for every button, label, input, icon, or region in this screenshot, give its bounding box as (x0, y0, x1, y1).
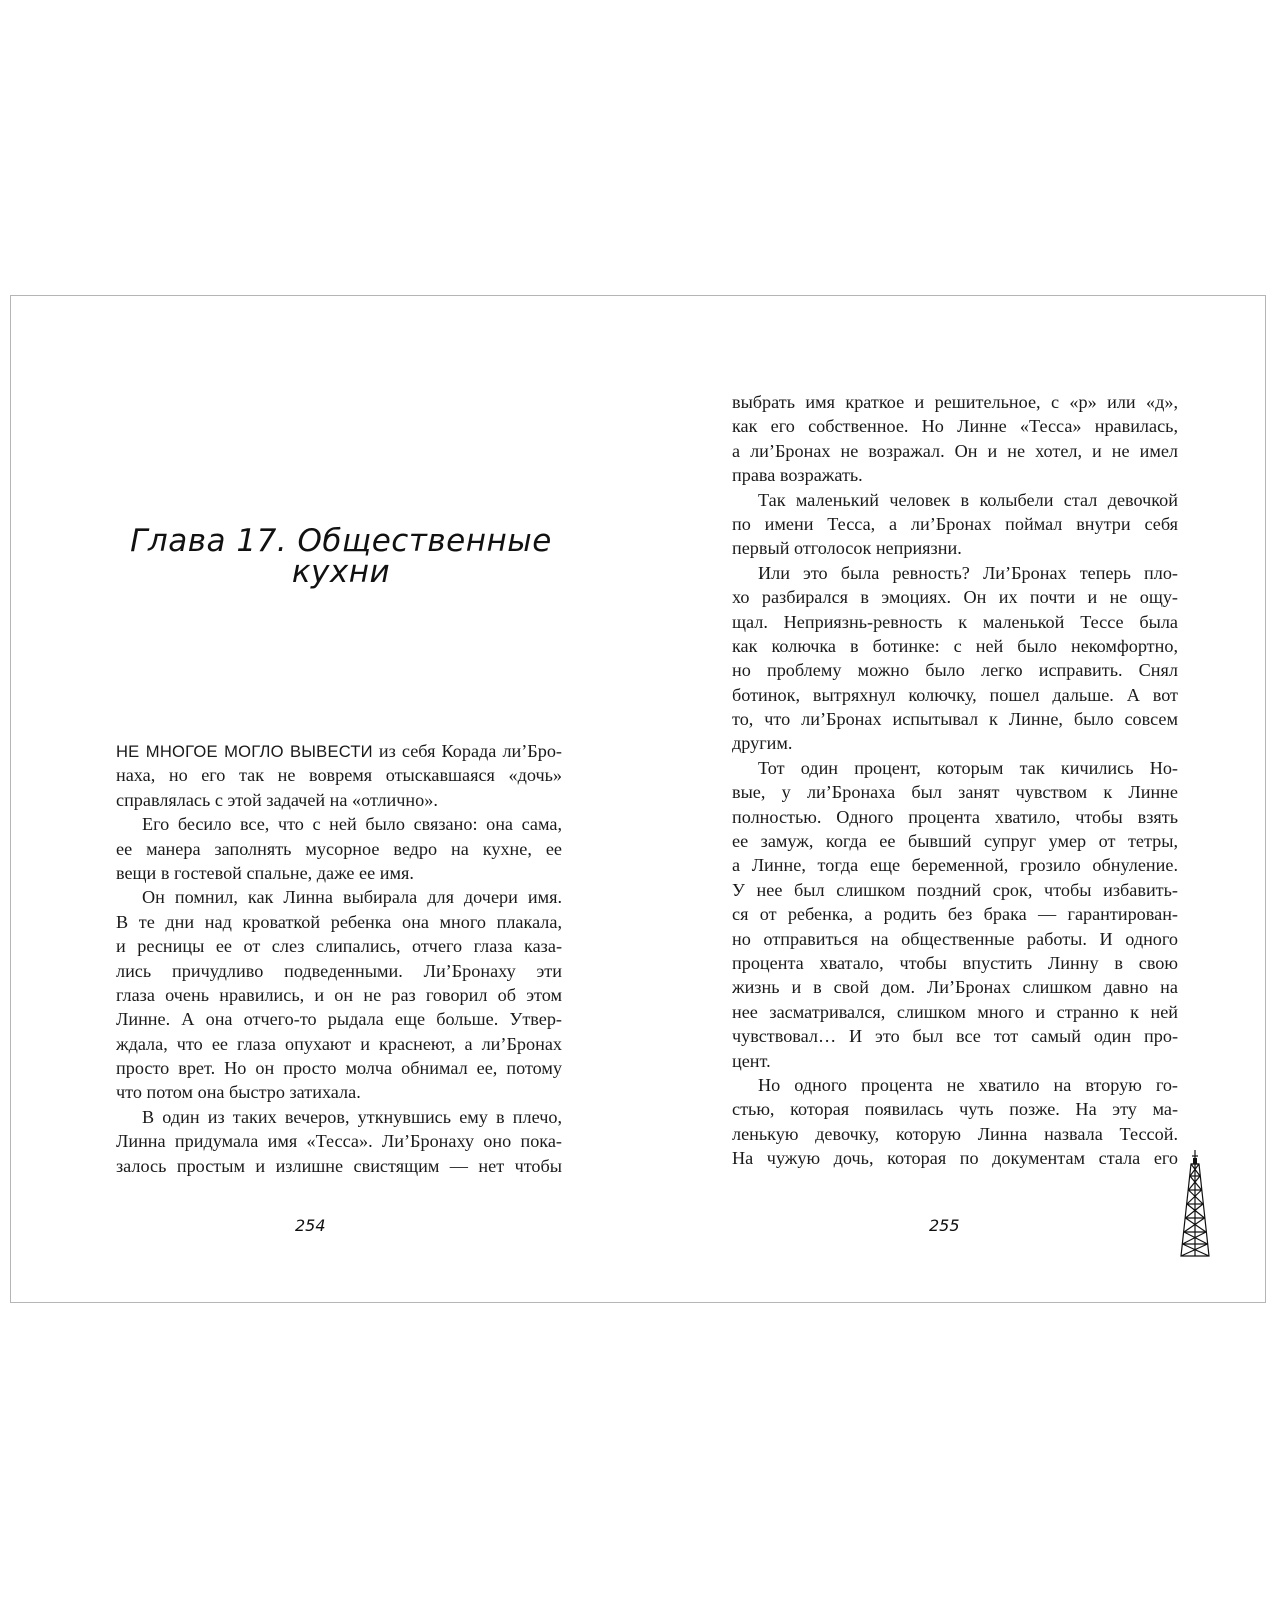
text-line: по имени Тесса, а ли’Бронах поймал внутри себя (732, 513, 1178, 534)
book-spread (10, 295, 1266, 1303)
text-line: Линне. А она отчего-то рыдала еще больше. Утвер- (116, 1009, 562, 1030)
chapter-title-line-1: Глава 17. Общественные (130, 523, 552, 559)
text-line: цент. (732, 1050, 771, 1071)
text-line: Или это была ревность? Ли’Бронах теперь пло- (758, 562, 1178, 583)
text-line: чувствовал… И это был все тот самый один про- (732, 1026, 1178, 1047)
text-line: На чужую дочь, которая по документам стала его (732, 1148, 1178, 1169)
text-line: но проблему можно было легко исправить. Снял (732, 660, 1178, 681)
text-line: лись причудливо подведенными. Ли’Бронаху эти (116, 960, 562, 981)
text-line: залось простым и излишне свистящим — нет чтобы (116, 1155, 562, 1176)
text-line: хо разбирался в эмоциях. Он их почти и не ощу- (732, 587, 1178, 608)
right-page (639, 296, 1267, 1302)
tower-icon (1175, 1150, 1215, 1258)
text-line: как колючка в ботинке: с ней было некомфортно, (732, 635, 1178, 656)
text-line: ее манера заполнять мусорное ведро на кухне, ее (116, 838, 562, 859)
text-line: Его бесило все, что с ней было связано: она сама, (142, 814, 562, 835)
text-line: что потом она быстро затихала. (116, 1082, 361, 1103)
text-line: и ресницы ее от слез слипались, отчего глаза каза- (116, 936, 562, 957)
lead-in-caps: НЕ МНОГОЕ МОГЛО ВЫВЕСТИ (116, 742, 373, 761)
text-line: ботинок, вытряхнул колючку, пошел дальше. А вот (732, 684, 1178, 705)
text-line: наха, но его так не вовремя отыскавшаяся «дочь» (116, 765, 562, 786)
text-line: выбрать имя краткое и решительное, с «р» или «д», (732, 392, 1178, 412)
text-line: Линна придумала имя «Тесса». Ли’Бронаху оно пока- (116, 1131, 562, 1152)
page-number: 254 (295, 1216, 326, 1235)
text-line: первый отголосок неприязни. (732, 538, 962, 559)
text-line: В один из таких вечеров, уткнувшись ему в плечо, (142, 1106, 562, 1127)
text-line: Он помнил, как Линна выбирала для дочери имя. (142, 887, 562, 908)
text-line: Так маленький человек в колыбели стал девочкой (758, 489, 1178, 510)
text-line: а ли’Бронах не возражал. Он и не хотел, и не имел (732, 440, 1178, 461)
text-line: Но одного процента не хватило на вторую го- (758, 1074, 1178, 1095)
text-line: ленькую девочку, которую Линна назвала Тессой. (732, 1123, 1178, 1144)
left-page (11, 296, 639, 1302)
text-line: как его собственное. Но Линне «Тесса» нравилась, (732, 416, 1178, 437)
text-line: вые, у ли’Бронаха был занят чувством к Линне (732, 782, 1178, 803)
page-number: 255 (929, 1216, 960, 1235)
left-page-text (116, 739, 562, 1178)
text-line: процента хватало, чтобы впустить Линну в свою (732, 952, 1178, 973)
text-line: просто врет. Но он просто молча обнимал ее, потому (116, 1058, 562, 1079)
text-line: полностью. Одного процента хватило, чтобы взять (732, 806, 1178, 827)
text-line: справлялась с этой задачей на «отлично». (116, 789, 438, 810)
text-line: глаза очень нравились, и он не раз говорил об этом (116, 984, 562, 1005)
text-line: стью, которая появилась чуть позже. На эту ма- (732, 1099, 1178, 1120)
text-line: Тот один процент, которым так кичились Но- (758, 757, 1178, 778)
text-line: щал. Неприязнь-ревность к маленькой Тессе была (732, 611, 1178, 632)
text-line: ее замуж, когда ее бывший супруг умер от тетры, (732, 831, 1178, 852)
text-line: права возражать. (732, 465, 863, 486)
text-line: ся от ребенка, а родить без брака — гарантирован- (732, 904, 1178, 925)
right-page-text (732, 390, 1178, 1171)
text-line: вещи в гостевой спальне, даже ее имя. (116, 862, 414, 883)
text-line: У нее был слишком поздний срок, чтобы избавить- (732, 879, 1178, 900)
chapter-title (111, 523, 571, 590)
text-line: жизнь и в свой дом. Ли’Бронах слишком давно на (732, 977, 1178, 998)
text-line: ждала, что ее глаза опухают и краснеют, а ли’Бронах (116, 1033, 562, 1054)
text-line: но отправиться на общественные работы. И одного (732, 928, 1178, 949)
text-line: то, что ли’Бронах испытывал к Линне, было совсем (732, 709, 1178, 730)
text-line: нее засматривался, слишком много и странно к ней (732, 1001, 1178, 1022)
text-line: В те дни над кроваткой ребенка она много плакала, (116, 911, 562, 932)
text-line: а Линне, тогда еще беременной, грозило обнуление. (732, 855, 1178, 876)
chapter-title-line-2: кухни (291, 554, 391, 590)
text-line-rest: из себя Корада ли’Бро- (372, 741, 562, 761)
text-line: другим. (732, 733, 793, 754)
text-line (116, 739, 562, 763)
